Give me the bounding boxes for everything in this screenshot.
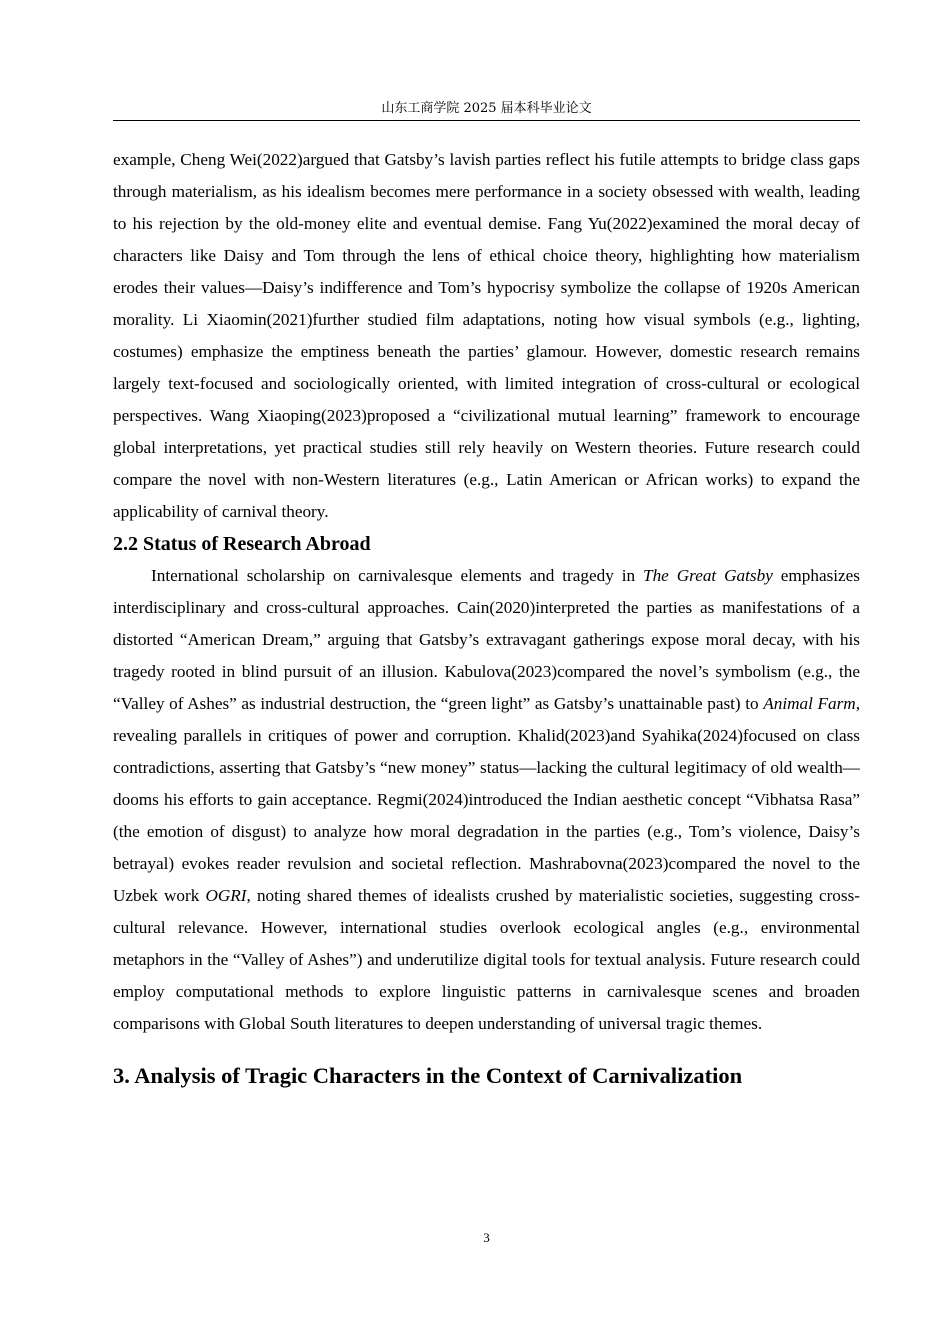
text-run: International scholarship on carnivalesque elements and tragedy in: [151, 566, 644, 585]
section-heading-2-2: 2.2 Status of Research Abroad: [113, 533, 371, 555]
italic-title: Animal Farm: [763, 694, 856, 713]
header-rule: [113, 120, 860, 121]
running-header: 山东工商学院 2025 届本科毕业论文: [381, 101, 592, 116]
text-run: emphasizes interdisciplinary and cross-cultural approaches. Cain(2020)interpreted the parties as manifestations of a distorted “American Dream,” arguing that Gatsby’s extravagant gatherings expose moral decay, with his tragedy rooted in blind pursuit of an illusion. Kabulova(2023)compared the novel’s symbolism (e.g., the “Valley of Ashes” as industrial destruction, the “green light” as Gatsby’s unattainable past) to: [113, 566, 860, 713]
page-number: 3: [483, 1230, 490, 1245]
paragraph-domestic-research: example, Cheng Wei(2022)argued that Gatsby’s lavish parties reflect his futile attempts to bridge class gaps through materialism, as his idealism becomes mere performance in a society obsessed with wealth, leading to his rejection by the old-money elite and eventual demise. Fang Yu(2022)examined the moral decay of characters like Daisy and Tom through the lens of ethical choice theory, highlighting how materialism erodes their values—Daisy’s indifference and Tom’s hypocrisy symbolize the collapse of 1920s American morality. Li Xiaomin(2021)further studied film adaptations, noting how visual symbols (e.g., lighting, costumes) emphasize the emptiness beneath the parties’ glamour. However, domestic research remains largely text-focused and sociologically oriented, with limited integration of cross-cultural or ecological perspectives. Wang Xiaoping(2023)proposed a “civilizational mutual learning” framework to encourage global interpretations, yet practical studies still rely heavily on Western theories. Future research could compare the novel with non-Western literatures (e.g., Latin American or African works) to expand the applicability of carnival theory.: [113, 150, 860, 521]
body-content: [113, 144, 860, 1092]
chapter-heading-3: 3. Analysis of Tragic Characters in the Context of Carnivalization: [113, 1063, 743, 1088]
italic-title: OGRI: [205, 886, 247, 905]
text-run: , revealing parallels in critiques of power and corruption. Khalid(2023)and Syahika(2024)focused on class contradictions, asserting that Gatsby’s “new money” status—lacking the cultural legitimacy of old wealth—dooms his efforts to gain acceptance. Regmi(2024)introduced the Indian aesthetic concept “Vibhatsa Rasa” (the emotion of disgust) to analyze how moral degradation in the parties (e.g., Tom’s violence, Daisy’s betrayal) evokes reader revulsion and societal reflection. Mashrabovna(2023)compared the novel to the Uzbek work: [113, 694, 861, 905]
paragraph-research-abroad: [113, 560, 860, 1040]
text-run: , noting shared themes of idealists crushed by materialistic societies, suggesting cross-cultural relevance. However, international studies overlook ecological angles (e.g., environmental metaphors in the “Valley of Ashes”) and underutilize digital tools for textual analysis. Future research could employ computational methods to explore linguistic patterns in carnivalesque scenes and broaden comparisons with Global South literatures to deepen understanding of universal tragic themes.: [113, 886, 860, 1033]
italic-title: The Great Gatsby: [643, 566, 773, 585]
